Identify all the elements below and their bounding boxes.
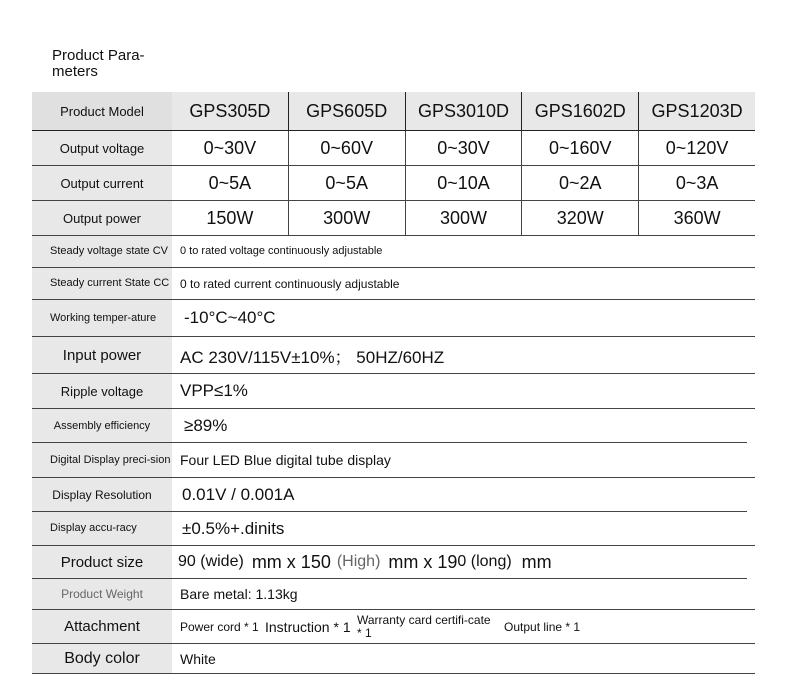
row-value: -10°C~40°C [184, 308, 276, 327]
row-label: Ripple voltage [32, 374, 172, 408]
size-unit: mm [521, 551, 552, 572]
table-row-accuracy [32, 512, 755, 546]
row-label: Product Weight [32, 579, 172, 609]
table-row-cv [32, 236, 755, 268]
section-title [52, 48, 172, 80]
table-row-temperature [32, 300, 755, 337]
size-unit: mm x 19 [388, 551, 458, 572]
model-cell: GPS1602D [521, 92, 638, 130]
size-width: 90 (wide) [178, 553, 244, 570]
table-row-input-power [32, 337, 755, 374]
table-row-efficiency [32, 409, 747, 443]
row-value: VPP≤1% [180, 381, 248, 400]
row-label: Product size [32, 546, 172, 578]
row-label: Output power [32, 201, 172, 235]
row-label: Output voltage [32, 131, 172, 165]
value-cell: 300W [288, 201, 405, 235]
section-title-line: Product Para- [52, 47, 145, 64]
row-label: Product Model [32, 92, 172, 130]
model-cell: GPS305D [172, 92, 288, 130]
value-cell: 300W [405, 201, 522, 235]
row-label: Digital Display preci-sion [32, 443, 172, 477]
value-cell: 0~30V [405, 131, 522, 165]
table-row-color [32, 644, 755, 674]
value-cell: 0~160V [521, 131, 638, 165]
row-value: 0 to rated current continuously adjustable [180, 276, 400, 291]
table-row-attachment [32, 610, 755, 644]
row-value: 0 to rated voltage continuously adjustable [180, 245, 383, 257]
table-row-ripple [32, 374, 755, 409]
value-cell: 0~2A [521, 166, 638, 200]
attachment-item: Output line * 1 [504, 619, 581, 634]
row-value: ≥89% [184, 415, 228, 435]
table-row-output-power [32, 201, 755, 236]
table-row-resolution [32, 478, 747, 512]
row-label: Attachment [32, 610, 172, 643]
value-cell: 0~5A [288, 166, 405, 200]
table-row-model [32, 92, 755, 131]
row-label: Body color [32, 644, 172, 673]
value-cell: 0~120V [638, 131, 755, 165]
value-cell: 360W [638, 201, 755, 235]
size-height: (High) [336, 553, 381, 570]
row-value: ±0.5%+.dinits [182, 518, 285, 538]
row-value: White [180, 650, 216, 667]
value-cell: 0~3A [638, 166, 755, 200]
value-cell: 0~5A [208, 172, 252, 193]
attachment-item: Warranty card certifi-cate * 1 [357, 612, 491, 640]
row-label: Working temper-ature [32, 300, 172, 336]
row-value: Bare metal: 1.13kg [180, 586, 298, 602]
row-label: Assembly efficiency [32, 409, 172, 442]
table-row-cc [32, 268, 755, 300]
size-length: 0 (long) [457, 553, 512, 570]
row-label: Steady current State CC [32, 268, 172, 299]
value-cell: 0~30V [203, 137, 257, 158]
value-cell: 0~10A [405, 166, 522, 200]
table-row-weight [32, 579, 755, 610]
value-cell: 150W [206, 207, 254, 228]
row-value: AC 230V/115V±10%； 50HZ/60HZ [180, 347, 445, 367]
row-label: Input power [32, 337, 172, 373]
value-cell: 0~60V [288, 131, 405, 165]
size-unit: mm x 150 [251, 551, 331, 572]
section-title-line-2: meters [52, 63, 98, 80]
row-label: Display accu-racy [32, 512, 172, 545]
model-cell: GPS605D [288, 92, 405, 130]
attachment-item: Power cord * 1 [180, 619, 259, 634]
table-row-output-current [32, 166, 755, 201]
table-row-display-precision [32, 443, 755, 478]
model-cell: GPS1203D [638, 92, 755, 130]
row-value [178, 546, 552, 578]
row-value: Four LED Blue digital tube display [180, 452, 391, 468]
row-label: Display Resolution [32, 478, 172, 511]
row-value: 0.01V / 0.001A [182, 484, 295, 504]
row-label: Output current [32, 166, 172, 200]
model-cell: GPS3010D [405, 92, 522, 130]
table-row-output-voltage [32, 131, 755, 166]
row-label: Steady voltage state CV [32, 236, 172, 267]
attachment-item: Instruction * 1 [265, 618, 351, 635]
value-cell: 320W [521, 201, 638, 235]
table-row-size [32, 546, 747, 579]
